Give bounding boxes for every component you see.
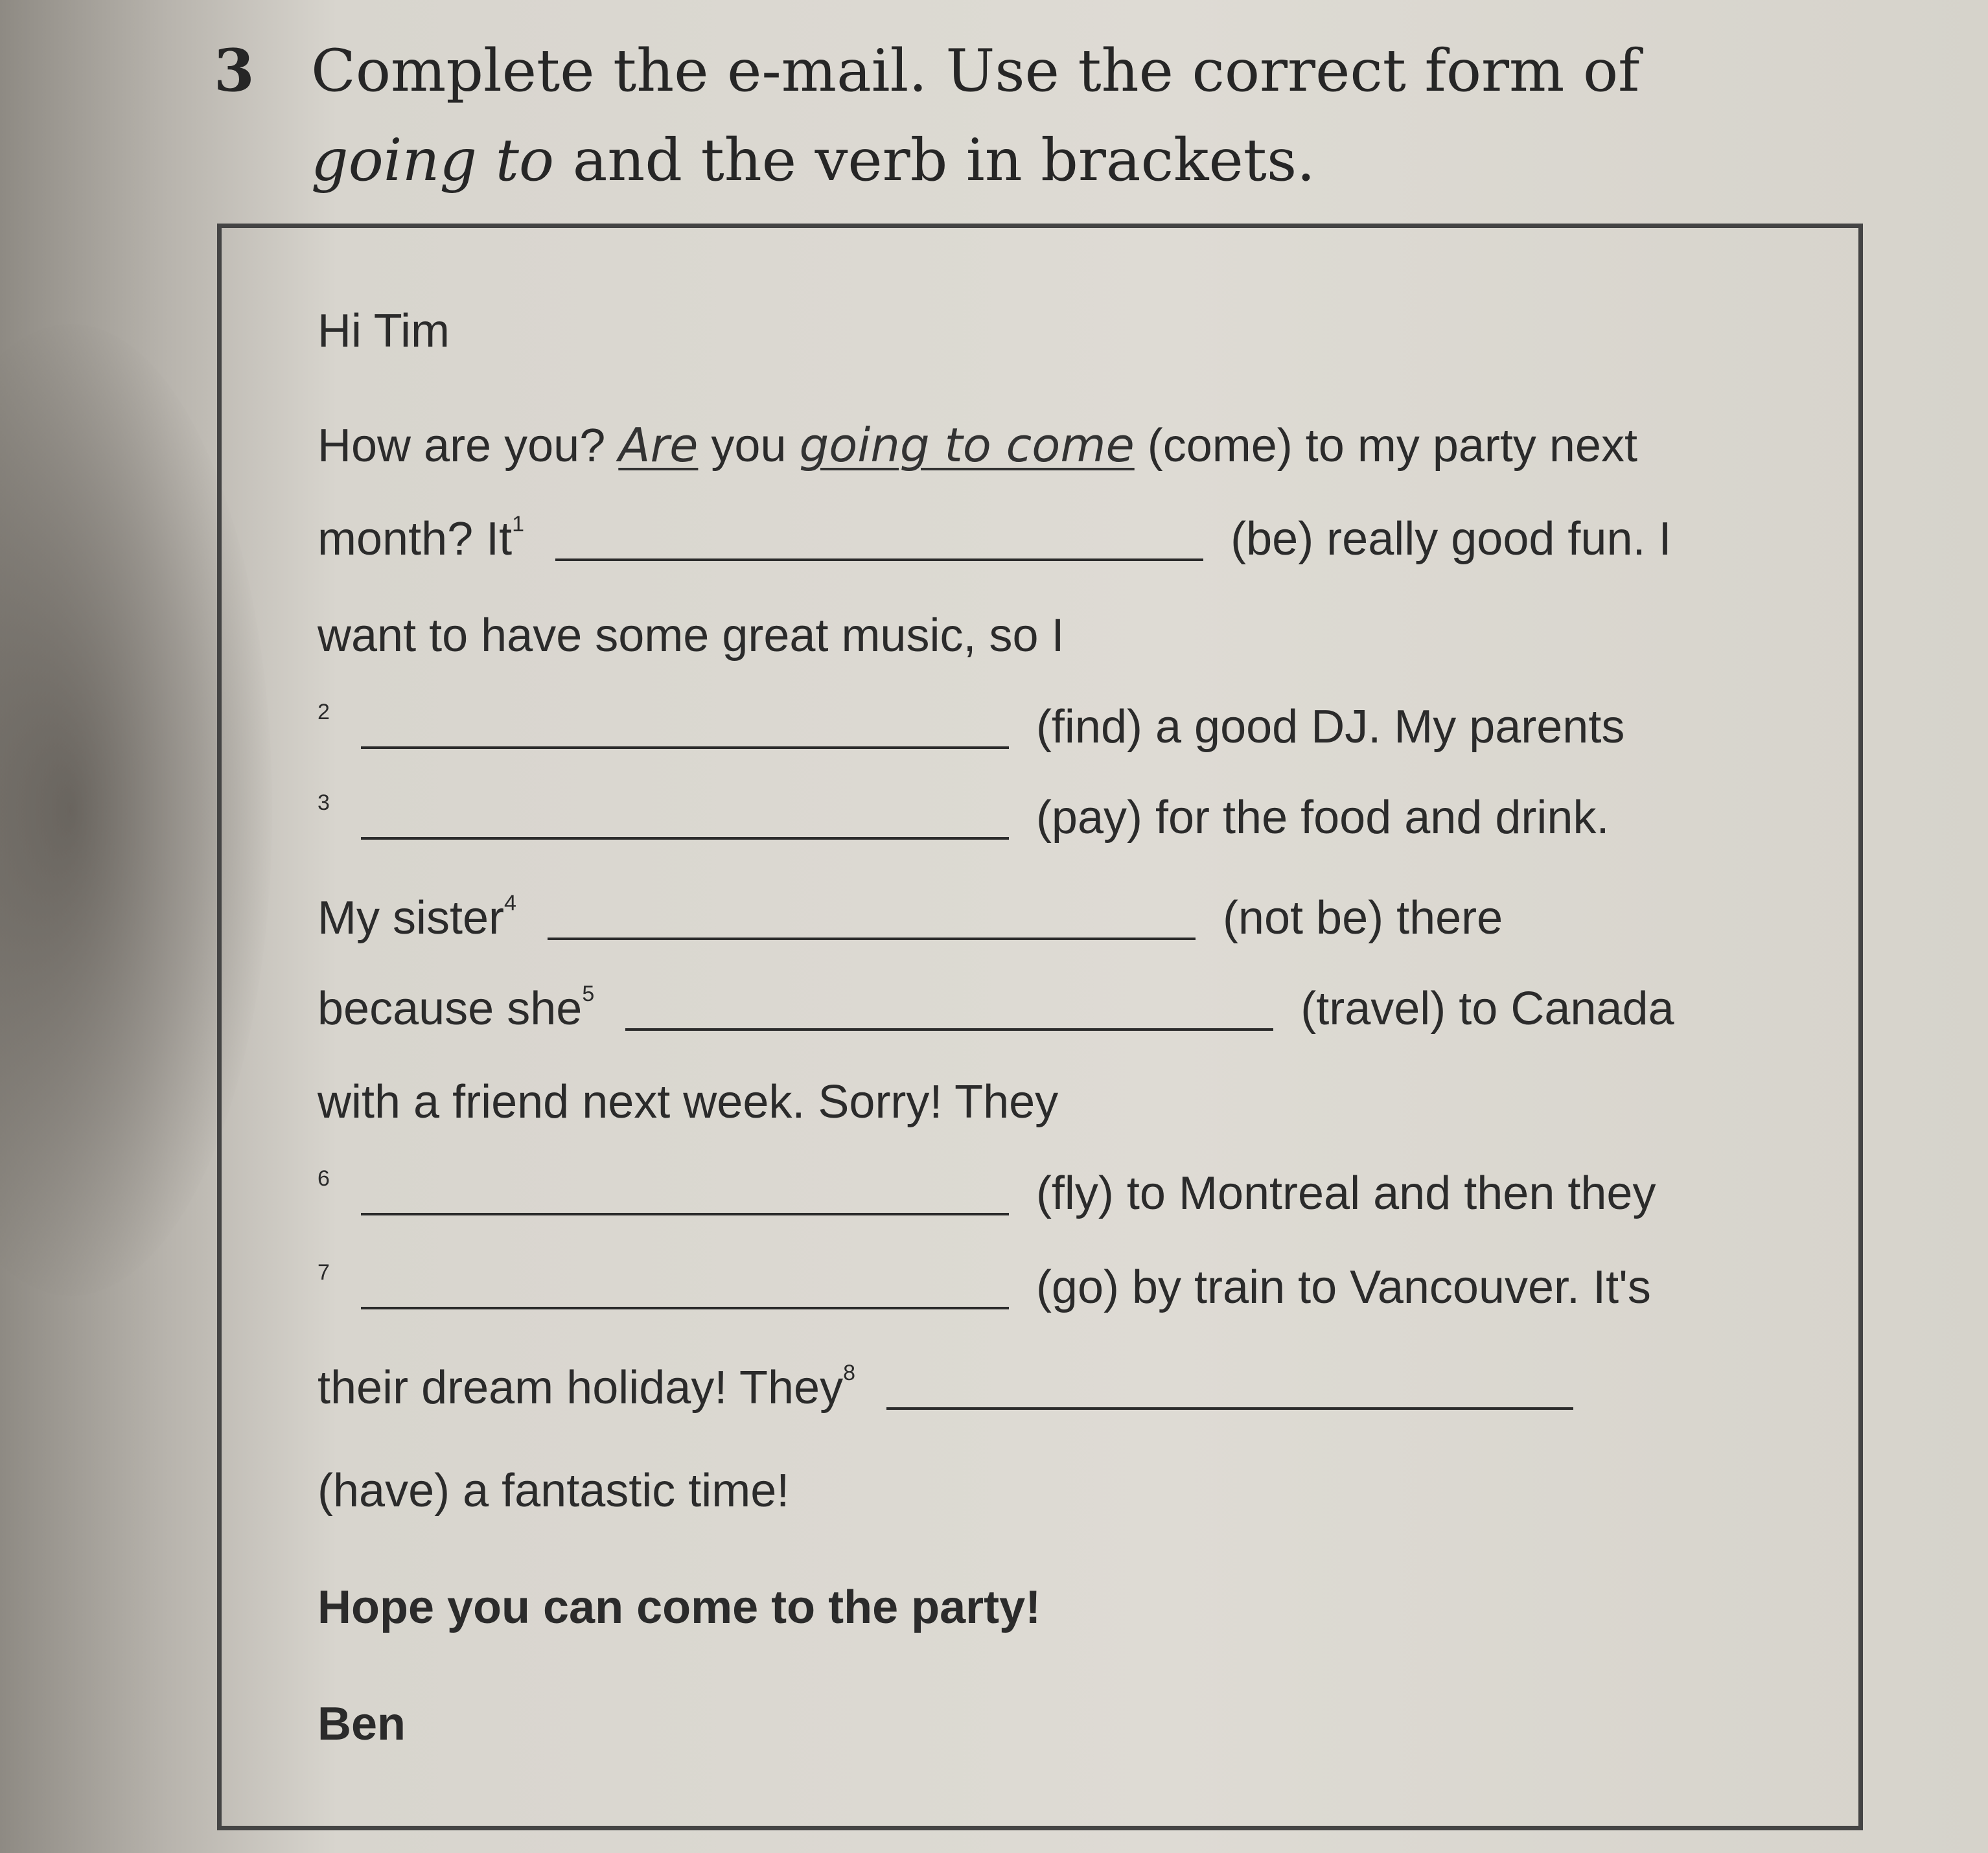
instruction-line-1: Complete the e-mail. Use the correct form of (311, 37, 1640, 105)
text: (fly) to Montreal and then they (1035, 1168, 1656, 1219)
answer-blank-2[interactable] (361, 704, 1009, 749)
gap-number: 3 (318, 790, 330, 815)
email-line-8 (318, 1076, 1058, 1129)
email-line-12 (318, 1464, 789, 1517)
text: want to have some great music, so I (318, 610, 1065, 662)
instruction-line-2: and the verb in brackets. (572, 126, 1315, 194)
answer-blank-6[interactable] (361, 1170, 1009, 1215)
answer-blank-5[interactable] (625, 985, 1273, 1031)
email-line-6 (318, 891, 1503, 945)
email-line-1 (318, 418, 1637, 472)
gap-number: 7 (318, 1260, 330, 1285)
email-line-10 (318, 1260, 1651, 1314)
signature-line (318, 1698, 406, 1751)
gap-number: 5 (582, 982, 595, 1006)
email-line-11 (318, 1361, 1588, 1414)
example-answer-going-to-come: going to come (799, 418, 1135, 472)
answer-blank-7[interactable] (361, 1264, 1009, 1309)
gap-number: 6 (318, 1166, 330, 1191)
answer-blank-4[interactable] (548, 895, 1196, 940)
text: (find) a good DJ. My parents (1035, 701, 1625, 753)
text: you (711, 420, 787, 472)
answer-blank-1[interactable] (555, 516, 1203, 561)
example-answer-are: Are (618, 418, 699, 472)
text: (come) to my party next (1147, 420, 1637, 472)
instruction-italic: going to (311, 126, 555, 194)
closing: Hope you can come to the party! (318, 1582, 1041, 1633)
email-line-5 (318, 790, 1609, 844)
email-line-9 (318, 1166, 1656, 1220)
email-line-7 (318, 982, 1674, 1035)
answer-blank-8[interactable] (886, 1364, 1573, 1410)
closing-line (318, 1581, 1041, 1634)
answer-blank-3[interactable] (361, 794, 1009, 840)
text: because she (318, 983, 583, 1035)
gap-number: 2 (318, 700, 330, 724)
gap-number: 4 (504, 891, 516, 915)
exercise-number: 3 (214, 36, 255, 105)
gap-number: 8 (843, 1361, 856, 1385)
text: (pay) for the food and drink. (1035, 792, 1610, 844)
text: their dream holiday! They (318, 1362, 844, 1414)
text: (not be) there (1222, 892, 1503, 944)
email-line-3 (318, 609, 1065, 662)
text: (be) really good fun. I (1231, 513, 1672, 565)
email-line-2 (318, 512, 1672, 566)
exercise-instruction (214, 26, 1704, 205)
gap-number: 1 (512, 512, 525, 536)
greeting-line (318, 305, 450, 358)
greeting: Hi Tim (318, 305, 450, 357)
text: with a friend next week. Sorry! They (318, 1076, 1059, 1128)
signature: Ben (318, 1698, 406, 1750)
text: My sister (318, 892, 504, 944)
text: How are you? (318, 420, 606, 472)
text: (have) a fantastic time! (318, 1465, 790, 1517)
text: month? It (318, 513, 513, 565)
email-line-4 (318, 700, 1624, 754)
text: (go) by train to Vancouver. It's (1035, 1261, 1651, 1313)
text: (travel) to Canada (1300, 983, 1674, 1035)
